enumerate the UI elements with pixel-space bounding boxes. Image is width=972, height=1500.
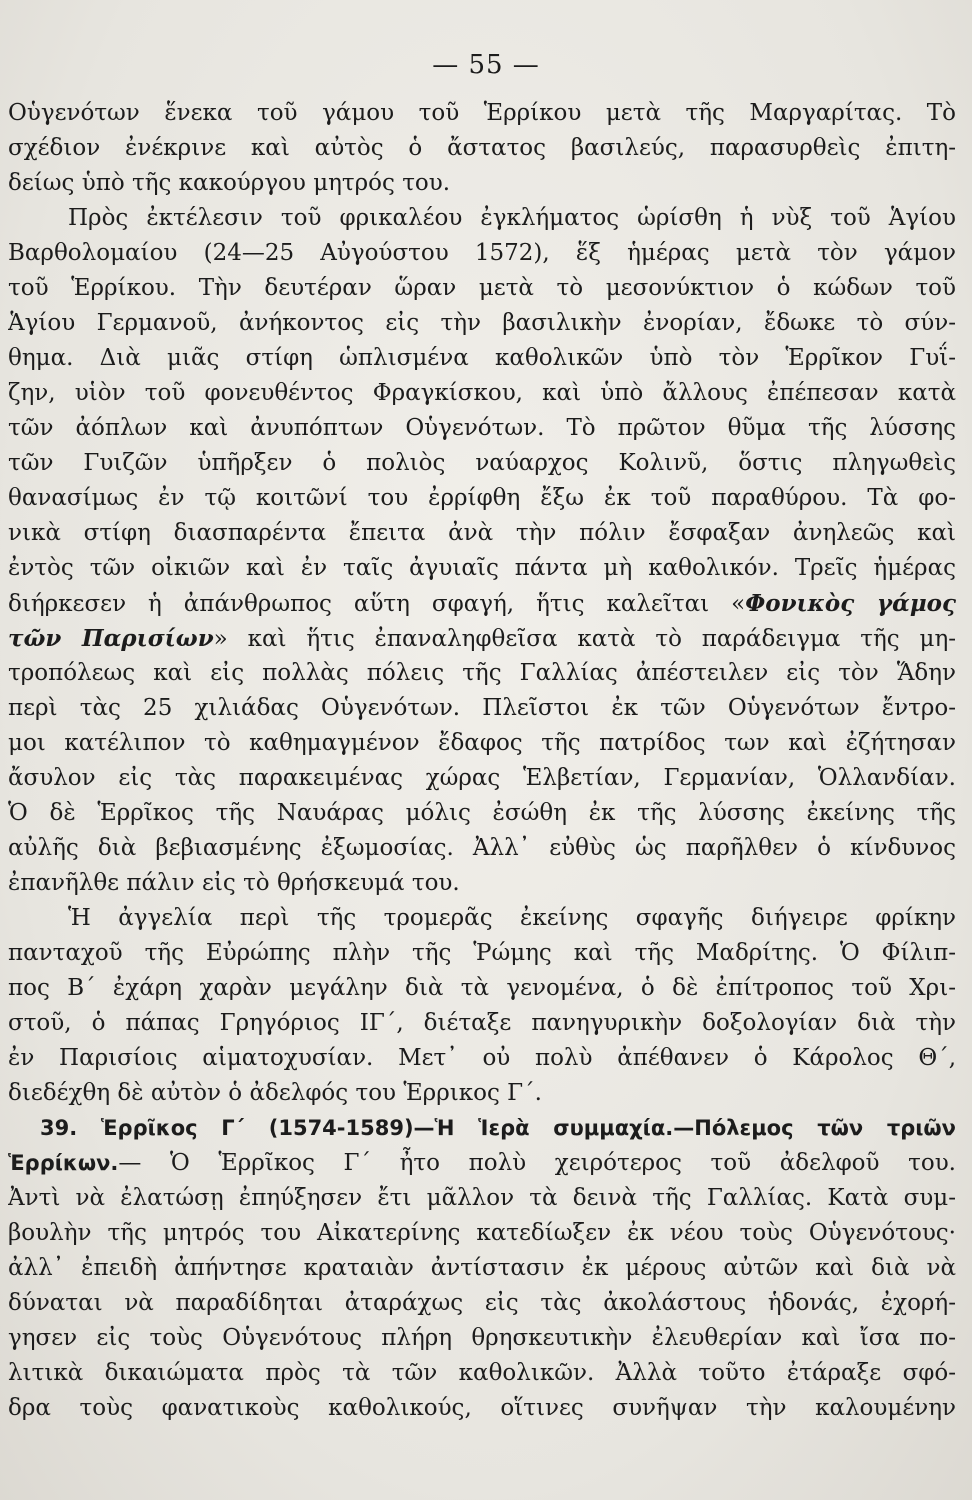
body-text	[8, 96, 956, 1426]
text-line	[8, 1286, 956, 1321]
text-span: Ὁ δὲ Ἑρρῖκος τῆς Ναυάρας μόλις ἐσώθη ἐκ τῆς λύσσης ἐκείνης τῆς	[8, 800, 956, 826]
text-line	[8, 551, 956, 586]
text-line	[8, 1321, 956, 1356]
text-line	[8, 446, 956, 481]
text-span: τῶν Γυιζῶν ὑπῆρξεν ὁ πολιὸς ναύαρχος Κολινῦ, ὅστις πληγωθεὶς	[8, 450, 956, 476]
text-line	[8, 516, 956, 551]
text-span: θημα. Διὰ μιᾶς στίφη ὡπλισμένα καθολικῶν ὑπὸ τὸν Ἑρρῖκον Γυΐ-	[8, 345, 956, 371]
text-span: δείως ὑπὸ τῆς κακούργου μητρός του.	[8, 170, 451, 196]
text-span: διεδέχθη δὲ αὐτὸν ὁ ἀδελφός του Ἑρρικος Γ´.	[8, 1080, 542, 1106]
text-line	[8, 971, 956, 1006]
text-line	[8, 656, 956, 691]
text-line	[8, 271, 956, 306]
text-span: Πρὸς ἐκτέλεσιν τοῦ φρικαλέου ἐγκλήματος ὡρίσθη ἡ νὺξ τοῦ Ἁγίου	[68, 205, 956, 231]
text-span: Ἡ ἀγγελία περὶ τῆς τρομερᾶς ἐκείνης σφαγῆς διήγειρε φρίκην	[68, 905, 956, 931]
text-span: ἄσυλον εἰς τὰς παρακειμένας χώρας Ἑλβετίαν, Γερμανίαν, Ὁλλανδίαν.	[8, 765, 956, 791]
text-line	[8, 341, 956, 376]
text-span: αὐλῆς διὰ βεβιασμένης ἐξωμοσίας. Ἀλλ᾽ εὐθὺς ὡς παρῆλθεν ὁ κίνδυνος	[8, 835, 956, 861]
text-span: γησεν εἰς τοὺς Οὑγενότους πλήρη θρησκευτικὴν ἐλευθερίαν καὶ ἴσα πο-	[8, 1325, 956, 1351]
text-line	[8, 1251, 956, 1286]
text-line	[8, 936, 956, 971]
text-line	[8, 1041, 956, 1076]
text-line	[8, 1216, 956, 1251]
text-line	[8, 1181, 956, 1216]
text-span: — Ὁ Ἑρρῖκος Γ´ ἦτο πολὺ χειρότερος τοῦ ἀδελφοῦ του.	[118, 1150, 956, 1176]
text-line	[8, 376, 956, 411]
text-span: τοῦ Ἑρρίκου. Τὴν δευτέραν ὥραν μετὰ τὸ μεσονύκτιον ὁ κώδων τοῦ	[8, 275, 956, 301]
text-span: σχέδιον ἐνέκρινε καὶ αὐτὸς ὁ ἄστατος βασιλεύς, παρασυρθεὶς ἐπιτη-	[8, 135, 956, 161]
text-span: Βαρθολομαίου (24—25 Αὐγούστου 1572), ἕξ ἡμέρας μετὰ τὸν γάμον	[8, 240, 956, 266]
section-heading: 39. Ἑρρῖκος Γ´ (1574-1589)—Ἡ Ἱερὰ συμμαχία.—Πόλεμος τῶν τριῶν	[40, 1116, 956, 1140]
text-line	[8, 131, 956, 166]
text-line	[8, 1356, 956, 1391]
text-line	[8, 586, 956, 621]
text-line	[8, 901, 956, 936]
text-line	[8, 691, 956, 726]
text-span: ἀλλ᾽ ἐπειδὴ ἀπήντησε κραταιὰν ἀντίστασιν ἐκ μέρους αὐτῶν καὶ διὰ νὰ	[8, 1255, 956, 1281]
text-line	[8, 411, 956, 446]
text-line	[8, 201, 956, 236]
text-line	[8, 96, 956, 131]
text-line	[8, 166, 956, 201]
text-line	[8, 481, 956, 516]
text-line	[8, 761, 956, 796]
text-span: διήρκεσεν ἡ ἀπάνθρωπος αὕτη σφαγή, ἥτις καλεῖται «	[8, 591, 746, 617]
text-line	[8, 1391, 956, 1426]
text-span: Ἁγίου Γερμανοῦ, ἀνήκοντος εἰς τὴν βασιλικὴν ἐνορίαν, ἔδωκε τὸ σύν-	[8, 310, 956, 336]
text-line	[8, 1076, 956, 1111]
text-span: βουλὴν τῆς μητρός του Αἰκατερίνης κατεδίωξεν ἐκ νέου τοὺς Οὑγενότους·	[8, 1220, 956, 1246]
text-span: δύναται νὰ παραδίδηται ἀταράχως εἰς τὰς ἀκολάστους ἡδονάς, ἐχορή-	[8, 1290, 956, 1316]
text-line	[8, 866, 956, 901]
text-span: πανταχοῦ τῆς Εὐρώπης πλὴν τῆς Ῥώμης καὶ τῆς Μαδρίτης. Ὁ Φίλιπ-	[8, 940, 956, 966]
text-span: ἐπανῆλθε πάλιν εἰς τὸ θρήσκευμά του.	[8, 870, 460, 896]
text-span: Οὑγενότων ἕνεκα τοῦ γάμου τοῦ Ἑρρίκου μετὰ τῆς Μαργαρίτας. Τὸ	[8, 100, 956, 126]
text-span: περὶ τὰς 25 χιλιάδας Οὑγενότων. Πλεῖστοι ἐκ τῶν Οὑγενότων ἔντρο-	[8, 695, 956, 721]
text-span: ἐντὸς τῶν οἰκιῶν καὶ ἐν ταῖς ἀγυιαῖς πάντα μὴ καθολικόν. Τρεῖς ἡμέρας	[8, 555, 956, 581]
text-span: θανασίμως ἐν τῷ κοιτῶνί του ἐρρίφθη ἔξω ἐκ τοῦ παραθύρου. Τὰ φο-	[8, 485, 956, 511]
emphasis-text: Φονικὸς γάμος	[745, 590, 956, 617]
text-line	[8, 306, 956, 341]
text-span: νικὰ στίφη διασπαρέντα ἔπειτα ἀνὰ τὴν πόλιν ἔσφαξαν ἀνηλεῶς καὶ	[8, 520, 956, 546]
text-line	[8, 831, 956, 866]
text-line	[8, 621, 956, 656]
text-span: ἐν Παρισίοις αἱματοχυσίαν. Μετ᾽ οὐ πολὺ ἀπέθανεν ὁ Κάρολος Θ´,	[8, 1045, 956, 1071]
text-line	[8, 236, 956, 271]
text-span: στοῦ, ὁ πάπας Γρηγόριος ΙΓ´, διέταξε πανηγυρικὴν δοξολογίαν διὰ τὴν	[8, 1010, 956, 1036]
text-span: » καὶ ἥτις ἐπαναληφθεῖσα κατὰ τὸ παράδειγμα τῆς μη-	[213, 626, 956, 652]
text-span: Ἀντὶ νὰ ἐλατώσῃ ἐπηύξησεν ἔτι μᾶλλον τὰ δεινὰ τῆς Γαλλίας. Κατὰ συμ-	[8, 1185, 956, 1211]
text-line	[8, 726, 956, 761]
emphasis-text: τῶν Παρισίων	[8, 625, 214, 652]
text-line	[8, 1111, 956, 1146]
text-span: ζην, υἱὸν τοῦ φονευθέντος Φραγκίσκου, καὶ ὑπὸ ἄλλους ἐπέπεσαν κατὰ	[8, 380, 956, 406]
text-line	[8, 796, 956, 831]
text-span: τῶν ἀόπλων καὶ ἀνυπόπτων Οὑγενότων. Τὸ πρῶτον θῦμα τῆς λύσσης	[8, 415, 956, 441]
page-number: — 55 —	[432, 50, 540, 80]
text-span: τροπόλεως καὶ εἰς πολλὰς πόλεις τῆς Γαλλίας ἀπέστειλεν εἰς τὸν Ἅδην	[8, 660, 956, 686]
text-line	[8, 1146, 956, 1181]
section-heading: Ἑρρίκων.	[8, 1151, 119, 1175]
text-span: δρα τοὺς φανατικοὺς καθολικούς, οἵτινες συνῆψαν τὴν καλουμένην	[8, 1395, 956, 1421]
text-line	[8, 1006, 956, 1041]
text-span: μοι κατέλιπον τὸ καθημαγμένον ἔδαφος τῆς πατρίδος των καὶ ἐζήτησαν	[8, 730, 956, 756]
text-span: λιτικὰ δικαιώματα πρὸς τὰ τῶν καθολικῶν. Ἀλλὰ τοῦτο ἐτάραξε σφό-	[8, 1360, 956, 1386]
text-span: πος Β´ ἐχάρη χαρὰν μεγάλην διὰ τὰ γενομένα, ὁ δὲ ἐπίτροπος τοῦ Χρι-	[8, 975, 956, 1001]
